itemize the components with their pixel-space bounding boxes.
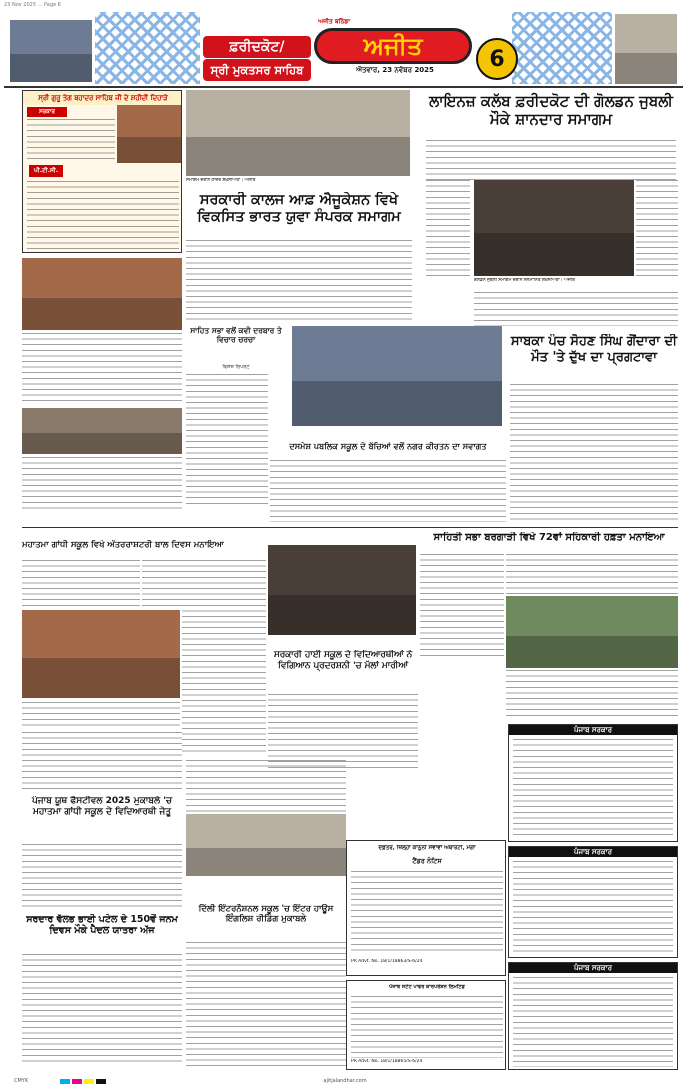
reg-yellow bbox=[84, 1079, 94, 1084]
lions-club-body-left bbox=[426, 180, 470, 276]
punjab-youth-lead bbox=[22, 732, 182, 792]
masthead-pattern-right bbox=[512, 12, 612, 84]
reg-magenta bbox=[72, 1079, 82, 1084]
govt-college-body bbox=[186, 240, 412, 322]
govt-high-headline: ਸਰਕਾਰੀ ਹਾਈ ਸਕੂਲ ਦੇ ਵਿਦਿਆਰਥੀਆਂ ਨੇ ਵਿਗਿਆਨ ਪ੍ਰਦਰਸ਼ਨੀ 'ਚ ਮੱਲਾਂ ਮਾਰੀਆਂ bbox=[273, 650, 413, 671]
sahiti-headline: ਸਾਹਿਤੀ ਸਭਾ ਬਰਗਾੜੀ ਵਿਖੇ 72ਵਾਂ ਸਹਿਕਾਰੀ ਹਫ਼ਤਾ ਮਨਾਇਆ bbox=[433, 532, 665, 543]
mahatma-headline: ਮਹਾਤਮਾ ਗਾਂਧੀ ਸਕੂਲ ਵਿਖੇ ਅੰਤਰਰਾਸ਼ਟਰੀ ਬਾਲ ਦਿਵਸ ਮਨਾਇਆ bbox=[22, 540, 224, 550]
left-story-photo-1 bbox=[22, 258, 182, 330]
sohan-headline: ਸਾਬਕਾ ਪੰਚ ਸੋਹਣ ਸਿੰਘ ਗੋਂਦਾਰਾ ਦੀ ਮੌਤ 'ਤੇ ਦੁੱਖ ਦਾ ਪ੍ਰਗਟਾਵਾ bbox=[510, 334, 678, 365]
dashmesh-photo bbox=[292, 326, 502, 426]
tender2-office: ਪੰਜਾਬ ਸਟੇਟ ਪਾਵਰ ਕਾਰਪੋਰੇਸ਼ਨ ਲਿਮਟਿਡ bbox=[389, 984, 465, 990]
print-slug: 23 Nov 2025 ... Page 6 bbox=[4, 2, 61, 8]
footer-cmyk: CMYK bbox=[14, 1078, 29, 1084]
delhi-body-top bbox=[186, 760, 346, 812]
sahiti-photo bbox=[506, 596, 678, 668]
ad-left-subtitle: ਸਰਕਾਰ bbox=[27, 107, 67, 117]
punjab-sarkar-ad-2-title: ਪੰਜਾਬ ਸਰਕਾਰ bbox=[509, 847, 677, 857]
mahatma-body-side bbox=[142, 560, 182, 608]
tender2-box bbox=[346, 980, 506, 1070]
punjab-sarkar-ad-1-title: ਪੰਜਾਬ ਸਰਕਾਰ bbox=[509, 725, 677, 735]
ad-left-title: ਸ੍ਰੀ ਗੁਰੂ ਤੇਗ ਬਹਾਦਰ ਸਾਹਿਬ ਜੀ ਦੇ ਸ਼ਹੀਦੀ ਦਿਹਾੜੇ bbox=[23, 91, 182, 105]
masthead-photo-left bbox=[10, 20, 92, 82]
sahiti-body-bottom bbox=[506, 670, 678, 718]
footer-strip bbox=[0, 1076, 687, 1089]
dashmesh-body bbox=[270, 460, 506, 522]
ad-left-text bbox=[27, 119, 115, 161]
lions-club-photo bbox=[474, 180, 634, 276]
mahatma-caption bbox=[22, 702, 180, 728]
punjab-youth-headline: ਪੰਜਾਬ ਯੂਥ ਫੈਸਟੀਵਲ 2025 ਮੁਕਾਬਲੇ 'ਚ ਮਹਾਤਮਾ ਗਾਂਧੀ ਸਕੂਲ ਦੇ ਵਿਦਿਆਰਥੀ ਜੇਤੂ bbox=[31, 796, 173, 817]
lions-club-body-right bbox=[636, 180, 678, 276]
masthead-city-line2: ਸ੍ਰੀ ਮੁਕਤਸਰ ਸਾਹਿਬ bbox=[203, 59, 311, 81]
tender-title: ਟੈਂਡਰ ਨੋਟਿਸ bbox=[412, 857, 442, 865]
dashmesh-caption bbox=[292, 428, 502, 440]
tender-notice-box bbox=[346, 840, 506, 976]
masthead-date: ਐਤਵਾਰ, 23 ਨਵੰਬਰ 2025 bbox=[356, 66, 434, 74]
govt-college-photo bbox=[186, 90, 410, 176]
mid-small-subhead: ਵਿਸ਼ੇਸ਼ ਰਿਪੋਰਟ bbox=[222, 364, 250, 370]
sahiti-body-left bbox=[420, 554, 504, 656]
reg-black bbox=[96, 1079, 106, 1084]
tender-office: ਦਫ਼ਤਰ, ਜ਼ਿਲ੍ਹਾ ਕਾਨੂੰਨੀ ਸੇਵਾਵਾਂ ਅਥਾਰਟੀ, ਮੋਗਾ bbox=[378, 845, 476, 851]
ad-left-box bbox=[22, 90, 182, 253]
sahiti-body-right bbox=[506, 554, 678, 594]
delhi-body bbox=[186, 942, 346, 1066]
govt-college-caption: ਸਮਾਗਮ ਦੌਰਾਨ ਹਾਜ਼ਰ ਸ਼ਖ਼ਸੀਅਤਾਂ। ਅਜੀਤ bbox=[186, 178, 256, 183]
punjab-sarkar-ad-3-title: ਪੰਜਾਬ ਸਰਕਾਰ bbox=[509, 963, 677, 973]
punjab-sarkar-ad-1 bbox=[508, 724, 678, 842]
lions-club-body-top bbox=[426, 140, 676, 180]
mid-small-headline: ਸਾਹਿਤ ਸਭਾ ਵਲੋਂ ਕਵੀ ਦਰਬਾਰ ਤੇ ਵਿਚਾਰ ਚਰਚਾ bbox=[190, 326, 282, 344]
govt-high-photo bbox=[268, 545, 416, 635]
patel-headline: ਸਰਦਾਰ ਵੱਲਭ ਭਾਈ ਪਟੇਲ ਦੇ 150ਵੇਂ ਜਨਮ ਦਿਵਸ ਮੌਕੇ ਪੈਦਲ ਯਾਤਰਾ ਅੱਜ bbox=[26, 914, 178, 937]
mahatma-photo bbox=[22, 610, 180, 698]
govt-high-body bbox=[268, 694, 418, 768]
punjab-sarkar-ad-2-body bbox=[513, 861, 673, 955]
punjab-youth-body bbox=[22, 844, 182, 910]
reg-cyan bbox=[60, 1079, 70, 1084]
govt-college-headline: ਸਰਕਾਰੀ ਕਾਲਜ ਆਫ਼ ਐਜੂਕੇਸ਼ਨ ਵਿਖੇ ਵਿਕਸਿਤ ਭਾਰਤ ਯੁਵਾ ਸੰਪਰਕ ਸਮਾਗਮ bbox=[197, 192, 401, 226]
delhi-photo bbox=[186, 814, 346, 876]
left-story-text-1 bbox=[22, 333, 182, 403]
brand-small: ਅਜੀਤ ਬਠਿੰਡਾ bbox=[318, 18, 351, 25]
sohan-body bbox=[510, 384, 678, 520]
tender2-body bbox=[351, 996, 503, 1058]
dashmesh-headline: ਦਸਮੇਸ਼ ਪਬਲਿਕ ਸਕੂਲ ਦੇ ਬੱਚਿਆਂ ਵਲੋਂ ਨਗਰ ਕੀਰਤਨ ਦਾ ਸਵਾਗਤ bbox=[289, 442, 487, 451]
delhi-caption bbox=[186, 878, 346, 898]
masthead-photo-right bbox=[615, 14, 677, 84]
ad-left-photo bbox=[117, 105, 181, 163]
mahatma-body-column bbox=[182, 560, 266, 756]
punjab-sarkar-ad-1-body bbox=[513, 739, 673, 839]
section-rule-1 bbox=[22, 527, 678, 528]
tender-body bbox=[351, 871, 503, 955]
page-number: 6 bbox=[476, 38, 518, 80]
left-story-photo-2 bbox=[22, 408, 182, 454]
punjab-sarkar-ad-3-body bbox=[513, 977, 673, 1067]
masthead-city-line1: ਫ਼ਰੀਦਕੋਟ/ bbox=[203, 36, 311, 58]
brand-logo: ਅਜੀਤ bbox=[314, 28, 472, 64]
mahatma-body-top bbox=[22, 560, 140, 608]
mid-small-body bbox=[186, 374, 268, 508]
footer-website: ajitjalandhar.com bbox=[323, 1078, 367, 1084]
govt-high-caption bbox=[268, 638, 416, 648]
lions-club-caption: ਗੋਲਡਨ ਜੁਬਲੀ ਸਮਾਗਮ ਦੌਰਾਨ ਸਨਮਾਨਿਤ ਸ਼ਖ਼ਸੀਅਤਾਂ। ਅਜੀਤ bbox=[474, 278, 575, 283]
ad-left-badge: ਪੀ.ਟੀ.ਸੀ. bbox=[29, 165, 63, 177]
tender-pr-no: PR Advt. No. 18/1/18863/S-6/24 bbox=[351, 959, 423, 964]
lions-club-headline: ਲਾਇਨਜ਼ ਕਲੱਬ ਫ਼ਰੀਦਕੋਟ ਦੀ ਗੋਲਡਨ ਜੁਬਲੀ ਮੌਕੇ ਸ਼ਾਨਦਾਰ ਸਮਾਗਮ bbox=[429, 92, 673, 128]
punjab-sarkar-ad-3 bbox=[508, 962, 678, 1070]
masthead-rule bbox=[4, 86, 683, 88]
delhi-headline: ਦਿੱਲੀ ਇੰਟਰਨੈਸ਼ਨਲ ਸਕੂਲ 'ਚ ਇੰਟਰ ਹਾਊਸ ਇੰਗਲਿਸ਼ ਰੀਡਿੰਗ ਮੁਕਾਬਲੇ bbox=[198, 904, 334, 925]
masthead-pattern-left bbox=[95, 12, 200, 84]
punjab-sarkar-ad-2 bbox=[508, 846, 678, 958]
patel-body bbox=[22, 954, 182, 1066]
ad-left-body bbox=[27, 181, 179, 249]
tender2-pr-no: PR Advt. No. 18/1/18865/S-6/24 bbox=[351, 1059, 423, 1064]
left-story-text-2 bbox=[22, 457, 182, 509]
lions-club-body-bottom bbox=[474, 292, 678, 326]
